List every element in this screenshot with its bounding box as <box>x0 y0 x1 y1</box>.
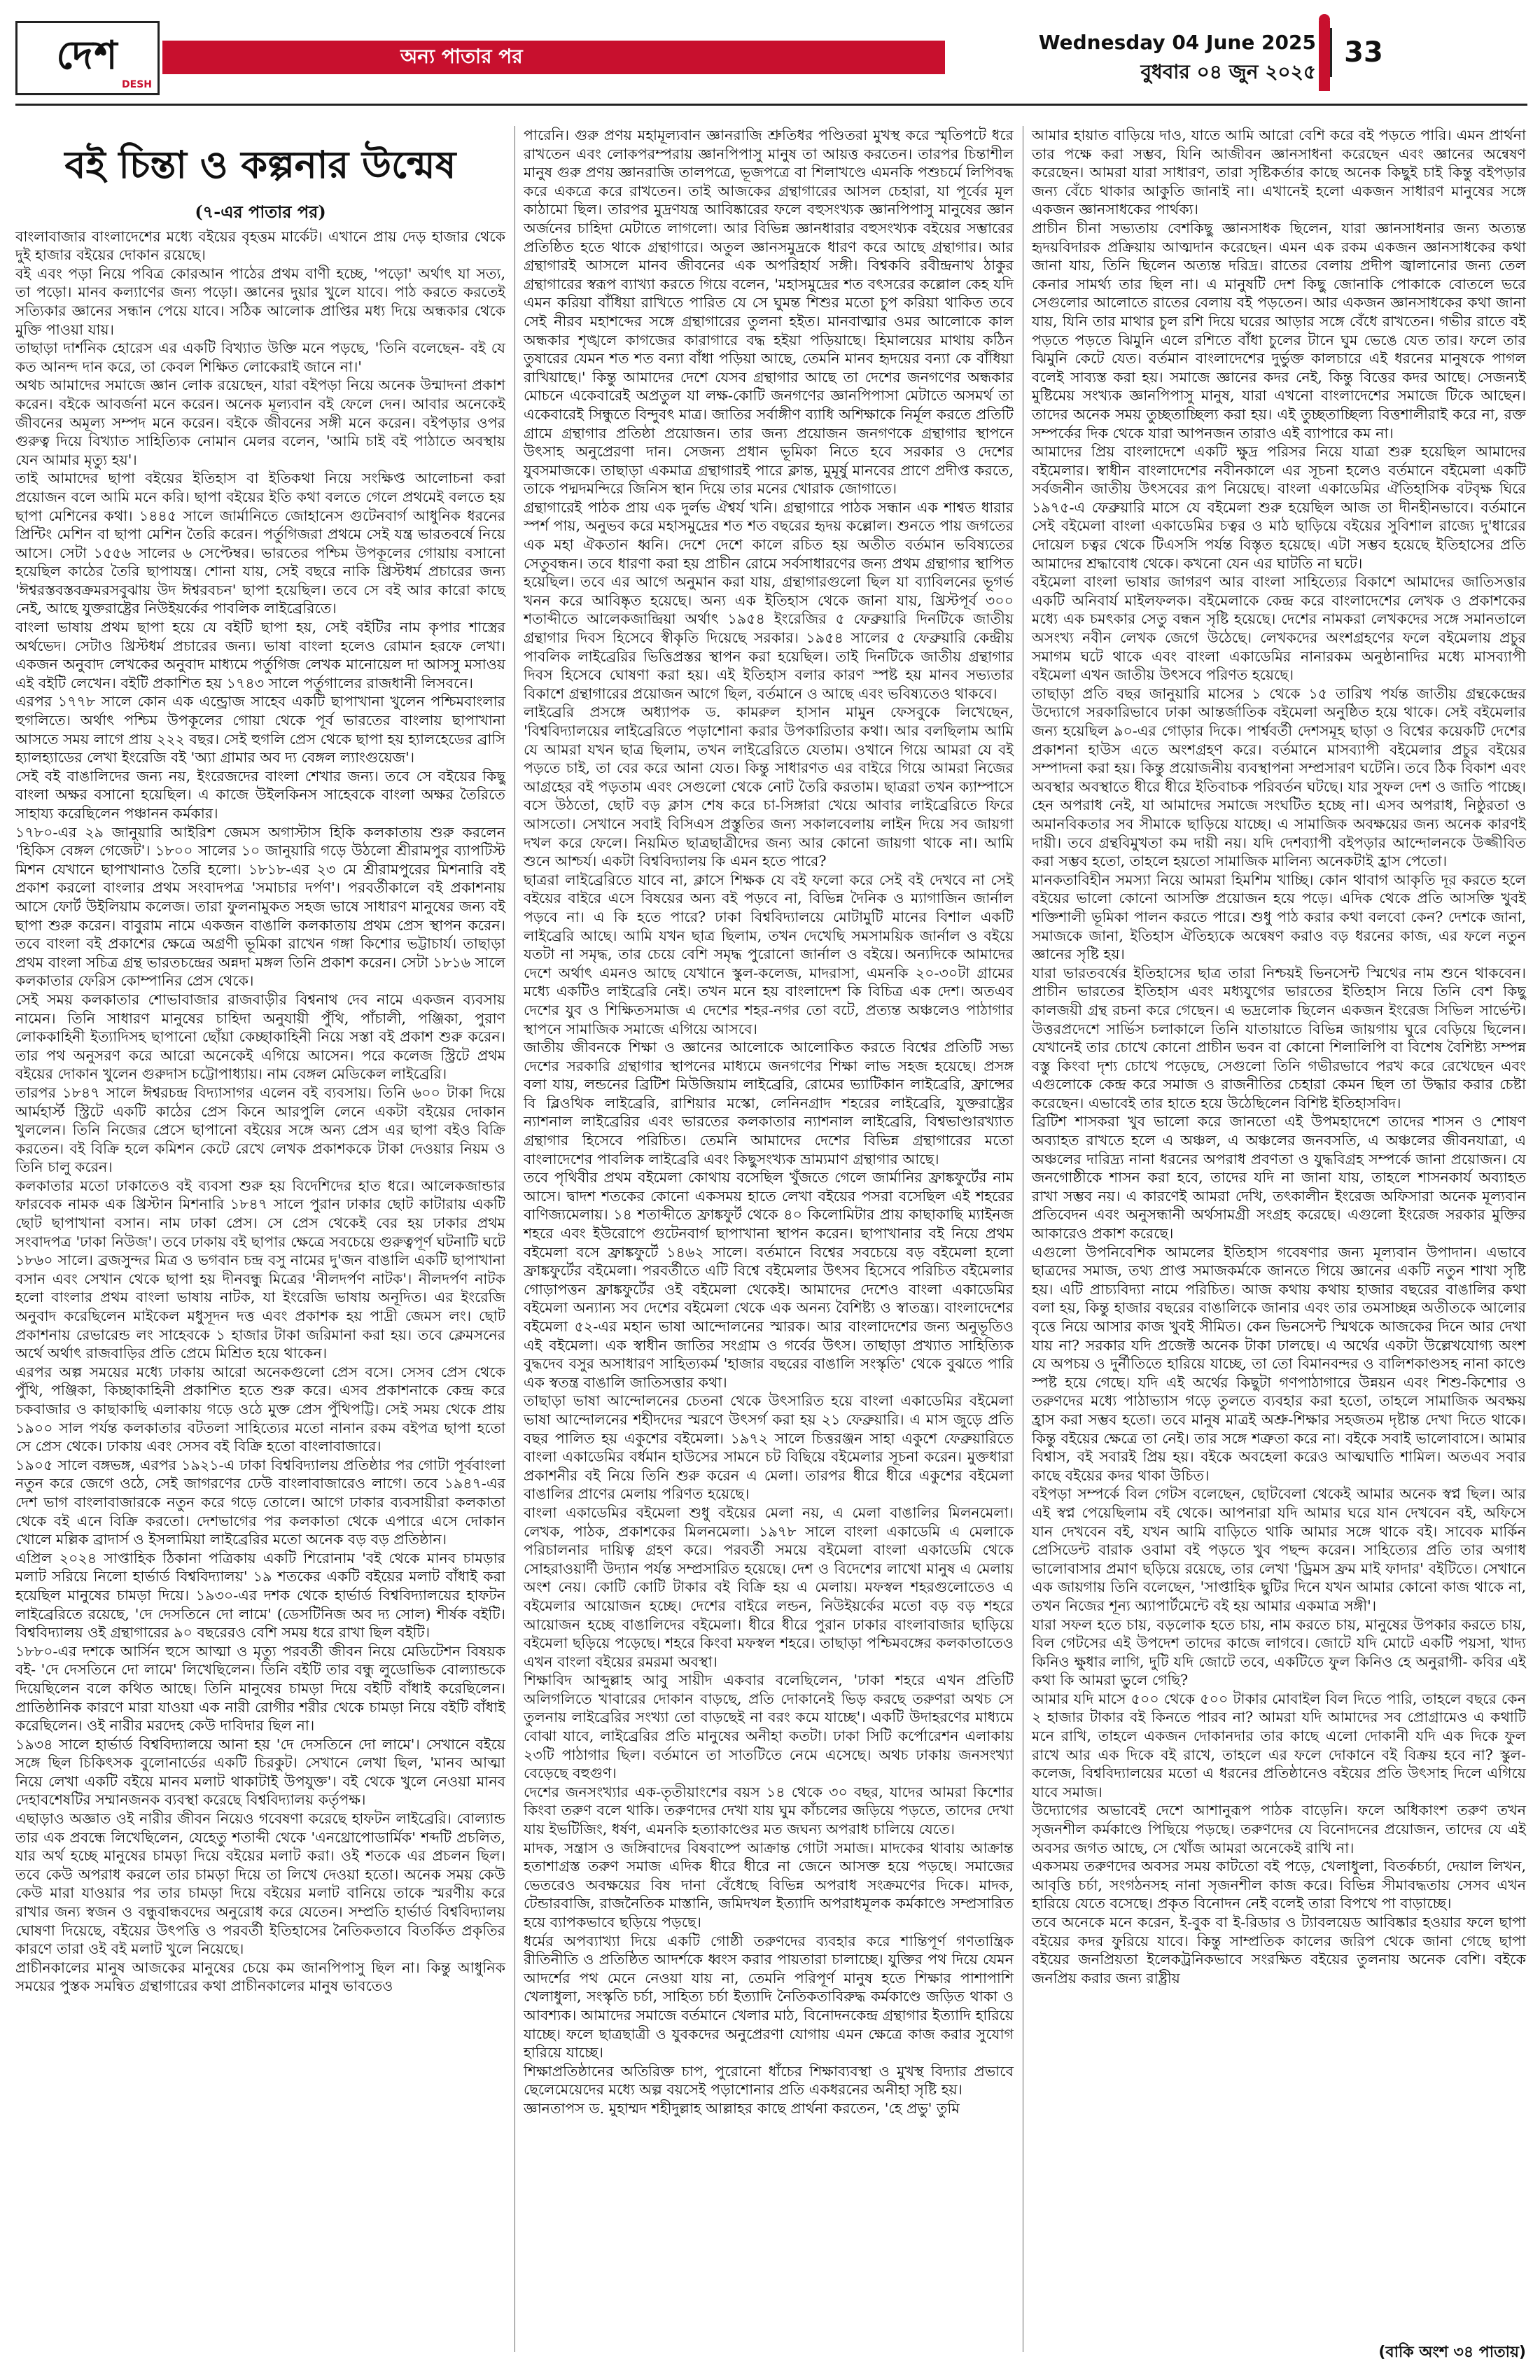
article-paragraph: তবে অনেকে মনে করেন, ই-বুক বা ই-রিডার ও ট্যাবলয়েড আবিষ্কার হওয়ার ফলে ছাপা বইয়ের কদর ফুরিয়ে যাবে। কিন্তু সাম্প্রতিক কালের জরিপ থেকে জানা গেছে ছাপা বইয়ের জনপ্রিয়তা ইলেকট্রনিকভাবে সংরক্ষিত বইয়ের তুলনায় অনেক বেশি। বইকে জনপ্রিয় করার জন্য রাষ্ট্রীয় <box>1032 1914 1526 1987</box>
article-paragraph: বাংলা একাডেমির বইমেলা শুধু বইয়ের মেলা নয়, এ মেলা বাঙালির মিলনমেলা। লেখক, পাঠক, প্রকাশকের মিলনমেলা। ১৯৭৮ সালে বাংলা একাডেমি এ মেলাকে পরিচালনার দায়িত্ব গ্রহণ করে। পরবর্তী সময়ে বইমেলা বাংলা একাডেমি থেকে সোহরাওয়ার্দী উদ্যান পর্যন্ত সম্প্রসারিত হয়েছে। দেশ ও বিদেশের লাখো মানুষ এ মেলায় অংশ নেয়। কোটি কোটি টাকার বই বিক্রি হয় এ মেলায়। মফস্বল শহরগুলোতেও এ বইমেলার আয়োজন হচ্ছে। দেশের বাইরে লন্ডন, নিউইয়র্কের মতো বড় বড় শহরে আয়োজন হচ্ছে বাঙালিদের বইমেলা। ধীরে ধীরে পুরান ঢাকার বাংলাবাজার ছাড়িয়ে বইমেলা ছড়িয়ে পড়েছে। শহরে কিংবা মফস্বল শহরে। তাছাড়া পশ্চিমবঙ্গের কলকাতাতেও এখন বাংলা বইয়ের রমরমা অবস্থা। <box>524 1504 1014 1670</box>
article-paragraph: এগুলো উপনিবেশিক আমলের ইতিহাস গবেষণার জন্য মূল্যবান উপাদান। এভাবে ছাত্রদের সমাজ, তথ্য প্রাপ্ত সমাজকর্মকে জানতে গিয়ে জ্ঞানের একটি নতুন শাখা সৃষ্টি হয়। এটি প্রাচ্যবিদ্যা নামে পরিচিত। আজ কথায় কথায় হাজার বছরের বাঙালির কথা বলা হয়, কিন্তু হাজার বছরের বাঙালিকে জানার এবং তার তমসাচ্ছন্ন অতীতকে আলোর বৃত্তে নিয়ে আসার কাজ খুবই সীমিত। কেন ভিনসেন্ট স্মিথকে আজকের দিনে আর দেখা যায় না? সরকার যদি প্রজেক্ট অনেক টাকা ঢালছে। এ অর্থের একটা উল্লেখযোগ্য অংশ যে অপচয় ও দুর্নীতিতে হারিয়ে যাচ্ছে, তা তো বিমানবন্দর ও বালিশকাণ্ডসহ নানা কাণ্ডে স্পষ্ট হয়ে গেছে। যদি এই অর্থের কিছুটা গণপাঠাগারে উন্নয়ন এবং শিশু-কিশোর ও তরুণদের মধ্যে পাঠাভ্যাস গড়ে তুলতে ব্যবহার করা হতো, তাহলে সামাজিক অবক্ষয় হ্রাস করা সম্ভব হতো। তবে মানুষ মাত্রই অশ্রু-শিক্ষার সহজতম দৃষ্টান্ত দেখা দিতে থাকে। কিন্তু বইয়ের ক্ষেত্রে তা নেই। তার সঙ্গে শত্রুতা করে না। বইকে সবাই ভালোবাসে। আমার বিশ্বাস, বই সবারই প্রিয় হয়। বইকে অবহেলা করেও আত্মঘাতি শামিল। অতএব সবার কাছে বইয়ের কদর থাকা উচিত। <box>1032 1243 1526 1484</box>
article-paragraph: এছাড়াও অজ্ঞাত ওই নারীর জীবন নিয়েও গবেষণা করেছে হাফটন লাইব্রেরি। বোল্যান্ড তার এক প্রবন্ধে লিখেছিলেন, যেহেতু শতাব্দী থেকে 'এনথ্রোপোডার্মিক' শব্দটি প্রচলিত, যার অর্থ হচ্ছে মানুষের চামড়া দিয়ে বইয়ের মলাট করা। ওই শতকে এর প্রচলন ছিল। তবে কেউ অপরাধ করলে তার চামড়া দিয়ে তা লিখে দেওয়া হতো। অনেক সময় কেউ কেউ মারা যাওয়ার পর তার চামড়া দিয়ে বইয়ের মলাট বানিয়ে তাকে স্মরণীয় করে রাখার জন্য স্বজন ও বন্ধুবান্ধবদের অনুরোধ করে যেতেন। সম্প্রতি হার্ভার্ড বিশ্ববিদ্যালয় ঘোষণা দিয়েছে, বইয়ের উৎপত্তি ও পরবর্তী ইতিহাসের নৈতিকতাবে বিতর্কিত প্রকৃতির কারণে তারা ওই বই মলাট খুলে নিয়েছে। <box>15 1810 505 1958</box>
article-paragraph: ১৯৩৪ সালে হার্ভার্ড বিশ্ববিদ্যালয়ে আনা হয় 'দে দেসতিনে দো লামে'। সেখানে বইয়ে সঙ্গে ছিল চিকিৎসক বুলোনার্ডের একটি চিরকুট। সেখানে লেখা ছিল, 'মানব আত্মা নিয়ে লেখা একটি বইয়ে মানব মলাট থাকাটাই উপযুক্ত'। বই থেকে খুলে নেওয়া মানব দেহাবশেষটির সম্মানজনক ব্যবস্থা করেছে বিশ্ববিদ্যালয় কর্তৃপক্ষ। <box>15 1735 505 1809</box>
article-paragraph: প্রাচীনকালের মানুষ আজকের মানুষের চেয়ে কম জানপিপাসু ছিল না। কিন্তু আধুনিক সময়ের পুস্তক সমন্বিত গ্রন্থাগারের কথা প্রাচীনকালের মানুষ ভাবতেও <box>15 1959 505 1995</box>
article-paragraph: জাতীয় জীবনকে শিক্ষা ও জ্ঞানের আলোকে আলোকিত করতে বিশ্বের প্রতিটি সভ্য দেশের সরকারি গ্রন্থাগার স্থাপনের মাধ্যমে জনগণের শিক্ষা লাভ সহজ হয়েছে। প্রসঙ্গ বলা যায়, লন্ডনের ব্রিটিশ মিউজিয়াম লাইব্রেরি, রোমের ভ্যাটিকান লাইব্রেরি, ফ্রান্সের বি ব্লিওথিক লাইব্রেরি, রাশিয়ার মস্কো, লেনিনগ্রাদ শহরের লাইব্রেরি, যুক্তরাষ্ট্রের ন্যাশনাল লাইব্রেরির এবং ভারতের কলকাতার ন্যাশনাল লাইব্রেরি, বিশ্বভাণ্ডারখ্যাত গ্রন্থাগার হিসেবে পরিচিত। তেমনি আমাদের দেশের বিভিন্ন গ্রন্থাগারের মতো বাংলাদেশের পাবলিক লাইব্রেরি এবং কিছুসংখ্যক ভ্রাম্যমাণ গ্রন্থাগার আছে। <box>524 1039 1014 1168</box>
page-header <box>0 0 1540 105</box>
article-paragraph: মানকতাবিহীন সমস্যা নিয়ে আমরা হিমশিম খাচ্ছি। কোন থাবাগ আকৃতি দূর করতে হলে বইয়ের ভালো কোনো আসক্তি প্রয়োজন হয়ে পড়ে। এদিক থেকে প্রতি আসক্তি খুবই শক্তিশালী ভূমিকা পালন করতে পারে। শুধু পাঠ করার কথা বলবো কেন? দেশকে জানা, সমাজকে জানা, ইতিহাস ঐতিহ্যকে অন্বেষণ করাও বড় ধরনের কাজ, এর ফলে নতুন জ্ঞানের সৃষ্টি হয়। <box>1032 871 1526 963</box>
article-paragraph: তাই আমাদের ছাপা বইয়ের ইতিহাস বা ইতিকথা নিয়ে সংক্ষিপ্ত আলোচনা করা প্রয়োজন বলে আমি মনে করি। ছাপা বইয়ের ইতি কথা বলতে গেলে প্রথমেই বলতে হয় ছাপা মেশিনের কথা। ১৪৪৫ সালে জার্মানিতে জোহানেস গুটেনবার্গ আধুনিক ধরনের প্রিন্টিং মেশিন বা ছাপা মেশিন তৈরি করেন। পর্তুগিজরা প্রথমে সেই যন্ত্র ভারতবর্ষে নিয়ে আসে। সেটা ১৫৫৬ সালের ৬ সেপ্টেম্বর। ভারতের পশ্চিম উপকূলের গোয়ায় বসানো হয়েছিল কাঠের তৈরি ছাপাযন্ত্র। শোনা যায়, সেই বছরে নাকি খ্রিস্টধর্ম প্রচারের জন্য 'ঈশ্বরস্তবস্তবক্রমরসবুঝায় উদ ঈশ্বরবচন' ছাপা হয়েছিল। তবে সে বই আর কারো কাছে নেই, আছে যুক্তরাষ্ট্রের নিউইয়র্কের পাবলিক লাইব্রেরিতে। <box>15 470 505 617</box>
article-paragraph: অথচ আমাদের সমাজে জ্ঞান লোক রয়েছেন, যারা বইপড়া নিয়ে অনেক উন্মাদনা প্রকাশ করেন। বইকে আবর্জনা মনে করেন। অনেক মূল্যবান বই ফেলে দেন। আবার অনেকেই জীবনের অমূল্য সম্পদ মনে করেন। বইকে জীবনের সঙ্গী মনে করেন। বইপড়ার ওপর গুরুত্ব দিয়ে বিখ্যাত সাহিত্যিক নোমান মেলর বলেন, 'আমি চাই বই পাঠাতে অবস্থায় যেন আমার মৃত্যু হয়'। <box>15 377 505 468</box>
article-paragraph: ছাত্ররা লাইব্রেরিতে যাবে না, ক্লাসে শিক্ষক যে বই ফলো করে সেই বই দেখবে না সেই বইয়ের বাইরে এসে বিষয়ের অন্য বই পড়বে না, বিভিন্ন দৈনিক ও ম্যাগাজিন জার্নাল পড়বে না। এ কি হতে পারে? ঢাকা বিশ্ববিদ্যালয়ে মোটামুটি মানের বিশাল একটি লাইব্রেরি আছে। আমি যখন ছাত্র ছিলাম, তখন দেখেছি সমসাময়িক জার্নাল ও বইয়ে যতটা না সমৃদ্ধ, তার চেয়ে বেশি সমৃদ্ধ পুরোনো জার্নাল ও বইয়ে। অন্যদিকে আমাদের দেশে অর্থাৎ এমনও আছে যেখানে স্কুল-কলেজ, মাদরাসা, এমনকি ২০-৩০টা গ্রামের মধ্যে একটিও লাইব্রেরি নেই। তখন মনে হয় বাংলাদেশ কি বিচিত্র এক দেশ। অতএব দেশের যুব ও শিক্ষিতসমাজ এ দেশের শহর-নগর তো বটে, প্রত্যন্ত অঞ্চলেও পাঠাগার স্থাপনে সামাজিক সমাজে এগিয়ে আসবে। <box>524 871 1014 1037</box>
article-paragraph: পারেনি। গুরু প্রণয় মহামূল্যবান জ্ঞানরাজি শ্রুতিধর পণ্ডিতরা মুখস্থ করে স্মৃতিপটে ধরে রাখতেন এবং লোকপরম্পরায় জ্ঞানপিপাসু মানুষ তা আয়ত্ত করতেন। তারপর চিন্তাশীল মানুষ গুরু প্রণয় জ্ঞানরাজি তালপত্রে, ভূজপত্রে বা শিলাখণ্ডে এমনকি পশুচর্মে লিপিবদ্ধ করে একত্রে করে রাখতেন। তাই আজকের গ্রন্থাগারের আসল চেহারা, যা পূর্বের মূল কাঠামো ছিল। তারপর মুদ্রণযন্ত্র আবিষ্কারের ফলে বহুসংখ্যক জ্ঞানপিপাসু মানুষের জ্ঞান অর্জনের চাহিদা মেটাতে লাগলো। আর বিভিন্ন জ্ঞানধারার বহুসংখ্যক বইয়ের সম্ভারের প্রতিষ্ঠিত হতে থাকে গ্রন্থাগারে। অতুল জ্ঞানসমুদ্রকে ধারণ করে আছে গ্রন্থাগার। আর গ্রন্থাগারই আসলে মানব জীবনের এক অপরিহার্য সঙ্গী। বিশ্বকবি রবীন্দ্রনাথ ঠাকুর গ্রন্থাগারের স্বরূপ ব্যাখ্যা করতে গিয়ে বলেন, 'মহাসমুদ্রের শত বৎসরের কল্লোল কেহ যদি এমন করিয়া বাঁধিয়া রাখিতে পারিত যে সে ঘুমন্ত শিশুর মতো চুপ করিয়া থাকিত তবে সেই নীরব মহাশব্দের সঙ্গে গ্রন্থাগারের তুলনা হইত। মানবাত্মার ওমর আলোকে কাল অন্ধকার শৃঙ্খলে কাগজের কারাগারে বদ্ধ হইয়া পড়িয়াছে। হিমালয়ের মাথায় কঠিন তুষারের যেমন শত শত বন্যা বাঁধা পড়িয়া আছে, তেমনি মানব হৃদয়ের বন্যা কে বাঁধিয়া রাখিয়াছে।' কিন্তু আমাদের দেশে যেসব গ্রন্থাগার আছে তা দেশের জনগণের অন্ধকার মোচনে একেবারেই অপ্রতুল যা লক্ষ-কোটি জনগণের জ্ঞানপিপাসা মেটাতে অসমর্থ তা একেবারেই সিন্ধুতে বিন্দুবৎ মাত্র। জাতির সর্বাঙ্গীণ ব্যাধি অশিক্ষাকে নির্মূল করতে প্রতিটি গ্রামে গ্রন্থাগার প্রতিষ্ঠা প্রয়োজন। তার জন্য প্রয়োজন জনগণকে গ্রন্থাগার স্থাপনে উৎসাহ অনুপ্রেরণা দান। সেজন্য প্রধান ভূমিকা নিতে হবে সরকার ও দেশের যুবসমাজকে। তাছাড়া একমাত্র গ্রন্থাগারই পারে ক্লান্ত, মুমূর্ষু মানবের প্রাণে প্রদীপ্ত করতে, তাকে পদ্মদমন্দিরে জিনিস স্থান দিয়ে তার মনের খোরাক জোগাতে। <box>524 127 1014 498</box>
logo-sub: DESH <box>122 79 152 90</box>
page-number: 33 <box>1330 28 1395 77</box>
article-paragraph: বাংলা ভাষায় প্রথম ছাপা হয়ে যে বইটি ছাপা হয়, সেই বইটির নাম কৃপার শাস্ত্রের অর্থভেদ। সেটাও খ্রিস্টধর্ম প্রচারের জন্য। ভাষা বাংলা হলেও রোমান হরফে লেখা। একজন অনুবাদ লেখকের অনুবাদ মাধ্যমে পর্তুগিজ লেখক মানোয়েল দা আসসু মসাওয় এই বইটি লেখেন। বইটি প্রকাশিত হয় ১৭৪৩ সালে পর্তুগালের রাজধানী লিসবনে। <box>15 619 505 692</box>
article-paragraph: বাংলাবাজার বাংলাদেশের মধ্যে বইয়ের বৃহত্তম মার্কেট। এখানে প্রায় দেড় হাজার থেকে দুই হাজার বইয়ের দোকান রয়েছে। <box>15 227 505 264</box>
article-paragraph: তাছাড়া দার্শনিক হোরেস এর একটি বিখ্যাত উক্তি মনে পড়ছে, 'তিনি বলেছেন- বই যে কত আনন্দ দান করে, তা কেবল শিক্ষিত লোকেরাই জানে না।' <box>15 340 505 375</box>
column-divider <box>514 126 515 2352</box>
article-paragraph: লাইব্রেরি প্রসঙ্গে অধ্যাপক ড. কামরুল হাসান মামুন ফেসবুকে লিখেছেন, 'বিশ্ববিদ্যালয়ের লাইব্রেরিতে পড়াশোনা করার উপকারিতার কথা। আর বলছিলাম আমি যে আমরা যখন ছাত্র ছিলাম, তখন লাইব্রেরিতে যেতাম। ওখানে গিয়ে আমরা যে বই পড়তে চাই, তা বের করে আনা যেত। কিন্তু সাধারণত এর বাইরে গিয়ে আমরা নিজের আগ্রহের বই পড়তাম এবং সেগুলো থেকে নোট তৈরি করতাম। ছাত্ররা তখন ক্যাম্পাসে বসে উঠতো, ছোট বড় ক্লাস শেষ করে চা-সিঙ্গারা খেয়ে আবার লাইব্রেরিতে ফিরে আসতো। সেখানে সবাই বিসিএস প্রস্তুতির জন্য সকালবেলায় লাইন দিয়ে সব জায়গা দখল করে ফেলে। নিয়মিত ছাত্রছাত্রীদের জন্য আর কোনো জায়গা থাকে না। আমি শুনে আশ্চর্য। একটা বিশ্ববিদ্যালয় কি এমন হতে পারে? <box>524 704 1014 870</box>
article-paragraph: এপ্রিল ২০২৪ সাপ্তাহিক ঠিকানা পত্রিকায় একটি শিরোনাম 'বই থেকে মানব চামড়ার মলাট সরিয়ে নিলো হার্ভার্ড বিশ্ববিদ্যালয়' ১৯ শতকের একটি বইয়ের মলাট বাঁধাই করা হয়েছিল মানুষের চামড়া দিয়ে। ১৯৩০-এর দশক থেকে হার্ভার্ড বিশ্ববিদ্যালয়ের হাফটন লাইব্রেরিতে রয়েছে, 'দে দেসতিনে দো লামে' (ডেসটিনিজ অব দ্য সোল) শীর্ষক বইটি। বিশ্ববিদ্যালয় ওই গ্রন্থাগারের ৯০ বছরেরও বেশি সময় ধরে রাখা ছিল বইটি। <box>15 1549 505 1642</box>
article-paragraph: তাছাড়া ভাষা আন্দোলনের চেতনা থেকে উৎসারিত হয়ে বাংলা একাডেমির বইমেলা ভাষা আন্দোলনের শহীদদের স্মরণে উৎসর্গ করা হয় ২১ ফেব্রুয়ারি। এ মাস জুড়ে প্রতি বছর পালিত হয় একুশের বইমেলা। ১৯৭২ সালে চিত্তরঞ্জন সাহা একুশে ফেব্রুয়ারিতে বাংলা একাডেমির বর্ধমান হাউসের সামনে চট বিছিয়ে বইমেলার সূচনা করেন। মুক্তধারা প্রকাশনীর বই নিয়ে তিনি শুরু করেন এ মেলা। তারপর ধীরে ধীরে একুশের বইমেলা বাঙালির প্রাণের মেলায় পরিণত হয়েছে। <box>524 1392 1014 1503</box>
article-paragraph: গ্রন্থাগারেই পাঠক প্রায় এক দুর্লভ ঐশ্বর্য খনি। গ্রন্থাগারে পাঠক সন্ধান এক শাশ্বত ধারার স্পর্শ পায়, অনুভব করে মহাসমুদ্রের শত শত বছরের হৃদয় কল্লোল। শুনতে পায় জগতের এক মহা ঐকতান ধ্বনি। দেশে দেশে কালে রচিত হয় অতীত বর্তমান ভবিষ্যতের সেতুবন্ধন। তবে ধারণা করা হয় প্রাচীন রোমে সর্বসাধারণের জন্য প্রথম গ্রন্থাগার স্থাপিত হয়েছিল। তবে এর আগে অনুমান করা যায়, গ্রন্থাগারগুলো ছিল যা ব্যাবিলনের ভূগর্ভ খনন করে আবিষ্কৃত হয়েছে। অন্য এক ইতিহাস থেকে জানা যায়, খ্রিস্টপূর্ব ৩০০ শতাব্দীতে আলেকজান্দ্রিয়া অর্থাৎ ১৯৫৪ ইংরেজির ৫ ফেব্রুয়ারি দিনটিকে জাতীয় গ্রন্থাগার দিবস হিসেবে স্বীকৃতি দিয়েছে সরকার। ১৯৫৪ সালের ৫ ফেব্রুয়ারি কেন্দ্রীয় পাবলিক লাইব্রেরির ভিত্তিপ্রস্তর স্থাপন করা হয়েছিল। তাই দিনটিকে জাতীয় গ্রন্থাগার দিবস হিসেবে ঘোষণা করা হয়। এই ইতিহাস বলার কারণ স্পষ্ট হয় মানব সভ্যতার বিকাশে গ্রন্থাগারের প্রয়োজন আগে ছিল, বর্তমানে ও আছে এবং ভবিষ্যতেও থাকবে। <box>524 498 1014 702</box>
article-continuation: (৭-এর পাতার পর) <box>195 202 326 222</box>
article-paragraph: তারপর ১৮৪৭ সালে ঈশ্বরচন্দ্র বিদ্যাসাগর এলেন বই ব্যবসায়। তিনি ৬০০ টাকা দিয়ে আর্মহার্স্ট স্ট্রিটে একটি কাঠের প্রেস কিনে আরপুলি লেনে একটা বইয়ের দোকান খুললেন। তিনি নিজের প্রেসে ছাপানো বইয়ের সঙ্গে অন্য প্রেস এর ছাপা বইও বিক্রি করতেন। বই বিক্রি হলে কমিশন কেটে রেখে লেখক প্রকাশককে টাকা দেওয়ার নিয়ম ও তিনি চালু করেন। <box>15 1084 505 1176</box>
article-paragraph: সেই সময় কলকাতার শোভাবাজার রাজবাড়ীর বিশ্বনাথ দেব নামে একজন ব্যবসায় নামেন। তিনি সাধারণ মানুষের চাহিদা অনুযায়ী পুঁথি, পাঁচালী, পঞ্জিকা, পুরাণ লোককাহিনী ইত্যাদিসহ ছাপানো ছোঁয়া কেচ্ছাকাহিনী নিয়ে সস্তা বই প্রকাশ শুরু করেন। তার পথ অনুসরণ করে আরো অনেকেই এগিয়ে আসেন। পরে কলেজ স্ট্রিটে প্রথম বইয়ের দোকান খুলেন গুরুদাস চট্টোপাধ্যায়। নাম বেঙ্গল মেডিকেল লাইব্রেরি। <box>15 990 505 1083</box>
article-paragraph: কলকাতার মতো ঢাকাতেও বই ব্যবসা শুরু হয় বিদেশিদের হাত ধরে। আলেকজান্ডার ফারবেক নামক এক খ্রিস্টান মিশনারি ১৮৪৭ সালে পুরান ঢাকার ছোট কাটারায় একটি ছোট ছাপাখানা বসান। নাম ঢাকা প্রেস। সে প্রেস থেকেই বের হয় ঢাকার প্রথম সংবাদপত্র 'ঢাকা নিউজ'। তবে ঢাকায় বই ছাপার ক্ষেত্রে সবচেয়ে গুরুত্বপূর্ণ ঘটনাটি ঘটে ১৮৬০ সালে। ব্রজসুন্দর মিত্র ও ভগবান চন্দ্র বসু নামের দু'জন বাঙালি একটি ছাপাখানা বসান এবং সেখান থেকে ছাপা হয় দীনবন্ধু মিত্রের 'নীলদর্পণ নাটক'। নীলদর্পণ নাটক হলো বাংলার প্রথম বাংলা ভাষায় নাটক, যা ইংরেজি ভাষায় অনূদিত। এর ইংরেজি অনুবাদ করেছিলেন মাইকেল মধুসূদন দত্ত এবং প্রকাশক হয় পাদ্রী জেমস লং। ছোট প্রকাশনায় রেভারেন্ড লং সাহেবকে ১ হাজার টাকা জরিমানা করা হয়। তবে ক্লেমসনের অর্থে অর্থাৎ রাজবাড়ির প্রতি প্রেমে মিশ্রিত হয়ে থাকেন। <box>15 1177 505 1362</box>
logo-text: দেশ <box>56 33 119 78</box>
article-paragraph: জ্ঞানতাপস ড. মুহাম্মদ শহীদুল্লাহ আল্লাহর কাছে প্রার্থনা করতেন, 'হে প্রভু' তুমি <box>524 2099 960 2117</box>
article-paragraph: আমার হায়াত বাড়িয়ে দাও, যাতে আমি আরো বেশি করে বই পড়তে পারি। এমন প্রার্থনা তার পক্ষে করা সম্ভব, যিনি আজীবন জ্ঞানসাধনা করেছেন এবং জ্ঞানের অন্বেষণ করেছেন। আমরা যারা সাধারণ, তারা সৃষ্টিকর্তার কাছে অনেক কিছুই চাই কিন্তু বইপড়ার জন্য বেঁচে থাকার আকুতি জানাই না। এখানেই হলো একজন সাধারণ মানুষের সঙ্গে একজন জ্ঞানসাধকের পার্থক্য। <box>1032 127 1526 218</box>
article-paragraph: আমার যদি মাসে ৫০০ থেকে ৫০০ টাকার মোবাইল বিল দিতে পারি, তাহলে বছরে কেন ২ হাজার টাকার বই কিনতে পারব না? আমরা যদি আমাদের সব প্রোগ্রামেও এ কথাটি মনে রাখি, তাহলে একজন দোকানদার তার কাছে এলো দোকানী যদি এক দিকে ফুল রাখে আর এক দিকে বই রাখে, তাহলে এর ফলে দোকানে বই বিক্রয় হবে না? স্কুল-কলেজ, বিশ্ববিদ্যালয়ের মতো এ ধরনের প্রতিষ্ঠানেও বইয়ের প্রতি উৎসাহ দিলে এগিয়ে যাবে সমাজ। <box>1032 1690 1526 1800</box>
article-paragraph: তবে পৃথিবীর প্রথম বইমেলা কোথায় বসেছিল খুঁজতে গেলে জার্মানির ফ্রাঙ্কফুর্টের নাম আসে। দ্বাদশ শতকের কোনো একসময় হাতে লেখা বইয়ের পসরা বসেছিল এই শহরের বাণিজ্যমেলায়। ১৪ শতাব্দীতে ফ্রাঙ্কফুর্ট থেকে ৪০ কিলোমিটার প্রায় কাছাকাছি ম্যাইনজ শহরে এবং ইউরোপে গুটেনবার্গ ছাপাখানা স্থাপন করেন। ছাপাখানার বই নিয়ে প্রথম বইমেলা বসে ফ্রাঙ্কফুর্টে ১৪৬২ সালে। বর্তমানে বিশ্বের সবচেয়ে বড় বইমেলা হলো ফ্রাঙ্কফুর্টের বইমেলা। পরবর্তীতে এটি বিশ্বে বইমেলার উৎসব হিসেবে পরিচিত বইমেলার গোড়াপত্তন ফ্রাঙ্কফুর্টের ওই বইমেলা থেকেই। আমাদের দেশেও বাংলা একাডেমির বইমেলা অন্যান্য সব দেশের বইমেলা থেকে এক অনন্য বৈশিষ্ট্য ও স্বাতন্ত্র্য। বাংলাদেশের বইমেলা ৫২-এর মহান ভাষা আন্দোলনের স্মারক। আর বাংলাদেশের জন্য অনুভূতিও এই বইমেলা। এক স্বাধীন জাতির সংগ্রাম ও গর্বের উৎস। তাছাড়া প্রখ্যাত সাহিত্যিক বুদ্ধদেব বসুর অসাধারণ সাহিত্যকর্ম 'হাজার বছরের বাঙালি সংস্কৃতি' থেকে বুঝতে পারি এক স্বতন্ত্র বাঙালি জাতিসত্তার কথা। <box>524 1169 1014 1391</box>
article-paragraph: ১৮৮০-এর দশকে আর্সিন হুসে আত্মা ও মৃত্যু পরবর্তী জীবন নিয়ে মেডিটেশন বিষয়ক বই- 'দে দেসতিনে দো লামে' লিখেছিলেন। তিনি বইটি তার বন্ধু লুডোভিক বোল্যান্ডকে দিয়েছিলেন বলে কথিত আছে। তিনি মানুষের চামড়া দিয়ে বইটি বাঁধাই করেছিলেন। প্রাতিষ্ঠানিক কারণে মারা যাওয়া এক নারী রোগীর শরীর থেকে চামড়া নিয়ে বইটি বাঁধাই করেছিলেন। ওই নারীর মরদেহ কেউ দাবিদার ছিল না। <box>15 1642 505 1735</box>
article-paragraph: ব্রিটিশ শাসকরা খুব ভালো করে জানতো এই উপমহাদেশে তাদের শাসন ও শোষণ অব্যাহত রাখতে হলে এ অঞ্চল, এ অঞ্চলের জনবসতি, এ অঞ্চলের জীবনযাত্রা, এ অঞ্চলের দারিদ্র্য নানা ধরনের অপরাধ প্রবণতা ও যুদ্ধবিগ্রহ সম্পর্কে জানা প্রয়োজন। যে জনগোষ্ঠীকে শাসন করা হবে, তাদের যদি না জানা যায়, তাহলে শাসনকার্য অব্যাহত রাখা সম্ভব নয়। এ কারণেই আমরা দেখি, তৎকালীন ইংরেজ অফিসারা অনেক মূল্যবান প্রতিবেদন এবং অনুসন্ধানী অর্থসামগ্রী সংগ্রহ করেছে। এগুলো ইংরেজ সরকার মুক্তির আকারেও প্রকাশ করেছে। <box>1032 1113 1526 1242</box>
article-paragraph: যারা সফল হতে চায়, বড়লোক হতে চায়, নাম করতে চায়, মানুষের উপকার করতে চায়, বিল গেটসের এই উপদেশ তাদের কাজে লাগবে। জোটে যদি মোটে একটি পয়সা, খাদ্য কিনিও ক্ষুধার লাগি, দুটি যদি জোটে তবে, একটিতে ফুল কিনিও হে অনুরাগী- কবির এই কথা কি আমরা ভুলে গেছি? <box>1032 1616 1526 1689</box>
section-label: অন্য পাতার পর <box>400 44 523 68</box>
continued-note: (বাকি অংশ ৩৪ পাতায়) <box>1378 2344 1526 2361</box>
article-paragraph: শিক্ষাবিদ আব্দুল্লাহ আবু সায়ীদ একবার বলেছিলেন, 'ঢাকা শহরে এখন প্রতিটি অলিগলিতে খাবারের দোকান বাড়ছে, প্রতি দোকানেই ভিড় করছে তরুণরা অথচ সে তুলনায় লাইব্রেরির সংখ্যা তো বাড়ছেই না বরং কমে যাচ্ছে'। একটি উদাহরণের মাধ্যমে বোঝা যাবে, লাইব্রেরির প্রতি মানুষের অনীহা কতটা। ঢাকা সিটি কর্পোরেশন এলাকায় ২৩টি পাঠাগার ছিল। বর্তমানে তা সাতটিতে নেমে এসেছে। অথচ ঢাকায় জনসংখ্যা বেড়েছে বহুগুণ। <box>524 1672 1014 1782</box>
article-paragraph: বইমেলা বাংলা ভাষার জাগরণ আর বাংলা সাহিত্যের বিকাশে আমাদের জাতিসত্তার একটি অনিবার্য মাইলফলক। বইমেলাকে কেন্দ্র করে বাংলাদেশের লেখক ও প্রকাশকের মধ্যে এক চমৎকার সেতু বন্ধন সৃষ্টি হয়েছে। দেশের নামকরা লেখকদের সঙ্গে সমানতালে অসংখ্য নবীন লেখক জেগে উঠেছে। লেখকদের অংশগ্রহণের ফলে বইমেলায় প্রচুর সমাগম ঘটে থাকে এবং বাংলা একাডেমির নানারকম অনুষ্ঠানাদির মধ্যে মাসব্যাপী বইমেলা এখন জাতীয় উৎসবে পরিণত হয়েছে। <box>1032 573 1526 684</box>
article-paragraph: এরপর অল্প সময়ের মধ্যে ঢাকায় আরো অনেকগুলো প্রেস বসে। সেসব প্রেস থেকে পুঁথি, পঞ্জিকা, কিচ্ছাকাহিনী প্রকাশিত হতে শুরু করে। এসব প্রকাশনাকে কেন্দ্র করে চকবাজার ও কাছাকাছি এলাকায় গড়ে ওঠে মুক্ত প্রেস পুঁথিপট্টি। সেই সময় থেকে প্রায় ১৯০০ সাল পর্যন্ত কলকাতার বটতলা সাহিত্যের মতো নানান রকম বইপত্র ছাপা হতো সে প্রেস থেকে। ঢাকায় এবং সেসব বই বিক্রি হতো বাংলাবাজারে। <box>15 1363 505 1455</box>
article-column-3 <box>1032 126 1526 1987</box>
article-title: বই চিন্তা ও কল্পনার উন্মেষ <box>64 143 456 187</box>
article-paragraph: সেই বই বাঙালিদের জন্য নয়, ইংরেজদের বাংলা শেখার জন্য। তবে সে বইয়ের কিছু বাংলা অক্ষর বসানো হয়েছিল। এ কাজে উইলকিনস সাহেবকে বাংলা অক্ষর তৈরিতে সাহায্য করেছিলেন পঞ্চানন কর্মকার। <box>15 767 505 822</box>
article-paragraph: প্রাচীন চীনা সভ্যতায় বেশকিছু জ্ঞানসাধক ছিলেন, যারা জ্ঞানসাধনার জন্য অত্যন্ত হৃদয়বিদারক প্রক্রিয়ায় আত্মদান করেছেন। এমন এক রকম একজন জ্ঞানসাধকের কথা জানা যায়, তিনি ছিলেন অত্যন্ত দরিদ্র। রাতের বেলায় প্রদীপ জ্বালানোর জন্য তেল কেনার সামর্থ্য তার ছিল না। এ মানুষটি দেশ কিছু জোনাকি পোকাকে বোতলে ভরে সেগুলোর আলোতে রাতের বেলায় বই পড়তেন। আর একজন জ্ঞানসাধকের কথা জানা যায়, যিনি তার মাথার চুল রশি দিয়ে ঘরের আড়ার সঙ্গে বেঁধে রাখতেন। গভীর রাতে বই পড়তে পড়তে ঝিমুনি এলে রশিতে বাঁধা চুলের টানে ঘুম ভেঙে যেত তার। ফলে তার ঝিমুনি কেটে যেত। বর্তমান বাংলাদেশের দুর্ভুক্ত কালচারে এই ধরনের মানুষকে পাগল বলেই সাব্যস্ত করা হয়। সমাজে জ্ঞানের কদর নেই, কিন্তু বিত্তের কদর আছে। সেজন্যই মুষ্টিমেয় সংখ্যক জ্ঞানপিপাসু মানুষ, যারা এখনো বাংলাদেশের সমাজে টিকে আছেন। তাদের অনেক সময় তুচ্ছতাচ্ছিল্য করা হয়। এই তুচ্ছতাচ্ছিল্য বিত্তশালীরাই করে না, রক্ত সম্পর্কের দিক থেকে যারা আপনজন তারাও এই ব্যাপারে কম না। <box>1032 219 1527 442</box>
article-paragraph: আমাদের প্রিয় বাংলাদেশে একটি ক্ষুদ্র পরিসর নিয়ে যাত্রা শুরু হয়েছিল আমাদের বইমেলার। স্বাধীন বাংলাদেশের নবীনকালে এর সূচনা হলেও বর্তমানে বইমেলা একটি সর্বজনীন জাতীয় উৎসবের রূপ নিয়েছে। বাংলা একাডেমির ঐতিহাসিক বটবৃক্ষ ঘিরে ১৯৭৫-এ ফেব্রুয়ারি মাসে যে বইমেলা শুরু হয়েছিল আজ তা দীনহীনভাবে। বর্তমানে সেই বইমেলা বাংলা একাডেমির চত্বর ও মাঠ ছাড়িয়ে বইয়ের সুবিশাল রাজ্যে দু'ধারের দোয়েল চত্বর থেকে টিএসসি পর্যন্ত বিস্তৃত হয়েছে। এটা সম্ভব হয়েছে ইতিহাসের প্রতি আমাদের শ্রদ্ধাবোধ থেকে। কখনো যেন এর ঘাটতি না ঘটে। <box>1032 443 1526 572</box>
article-paragraph: বইপড়া সম্পর্কে বিল গেটস বলেছেন, ছোটবেলা থেকেই আমার অনেক স্বপ্ন ছিল। আর এই স্বপ্ন পেয়েছিলাম বই থেকে। আপনারা যদি আমার ঘরে যান দেখবেন বই, অফিসে যান দেখবেন বই, যখন আমি বাড়িতে থাকি আমার সঙ্গে থাকে বই। সাবেক মার্কিন প্রেসিডেন্ট বারাক ওবামা বই পড়তে খুব পছন্দ করেন। সাহিত্যের প্রতি তার অগাধ ভালোবাসার প্রমাণ ছড়িয়ে রয়েছে, তার লেখা 'ড্রিমস ফ্রম মাই ফাদার' বইটিতে। সেখানে এক জায়গায় তিনি বলেছেন, 'সাপ্তাহিক ছুটির দিনে যখন আমার কোনো কাজ থাকে না, তখন নিজের শূন্য অ্যাপার্টমেন্টে বই হয় আমার একমাত্র সঙ্গী'। <box>1032 1485 1526 1614</box>
article-paragraph: এরপর ১৭৭৮ সালে কোন এক এন্ড্রোজ সাহেব একটি ছাপাখানা খুলেন পশ্চিমবাংলার হুগলিতে। অর্থাৎ পশ্চিম উপকূলের গোয়া থেকে পূর্ব ভারতের বাংলায় ছাপাখানা আসতে সময় লাগে প্রায় ২২২ বছর। সেই হুগলি প্রেস থেকে ছাপা হয় হ্যালহেডের ব্রাসি হ্যালহ্যাডের লেখা ইংরেজি বই 'অ্যা গ্রামার অব দ্য বেঙ্গল ল্যাংগুয়েজ'। <box>15 693 505 766</box>
article-column-2 <box>524 126 1014 2118</box>
article-paragraph: একসময় তরুণদের অবসর সময় কাটতো বই পড়ে, খেলাধুলা, বিতর্কচর্চা, দেয়াল লিখন, আবৃত্তি চর্চা, সংগঠনসহ নানা সৃজনশীল কাজ করে। বিভিন্ন সীমাবদ্ধতায় সেসব এখন হারিয়ে যেতে বসেছে। প্রকৃত বিনোদন নেই বলেই তারা বিপথে পা বাড়াচ্ছে। <box>1032 1858 1526 1912</box>
newspaper-logo <box>15 21 160 95</box>
article-paragraph: ১৭৮০-এর ২৯ জানুয়ারি আইরিশ জেমস অগাস্টাস হিকি কলকাতায় শুরু করলেন 'হিকিস বেঙ্গল গেজেট'। ১৮০০ সালের ১০ জানুয়ারি গড়ে উঠলো শ্রীরামপুর ব্যাপটিস্ট মিশন যেখানে ছাপাখানাও তৈরি হলো। ১৮১৮-এর ২৩ মে শ্রীরামপুরের মিশনারি বই প্রকাশ করলো বাংলার প্রথম সংবাদপত্র 'সমাচার দর্পণ'। পরবর্তীকালে বই প্রকাশনায় আসে ফোর্ট উইলিয়াম কলেজ। তারা ফুলনামুকত সহজ ভাষে সাধারণ মানুষের জন্য বই ছাপা শুরু করেন। বাবুরাম নামে একজন বাঙালি কলকাতায় প্রথম প্রেস স্থাপন করেন। তবে বাংলা বই প্রকাশের ক্ষেত্রে অগ্রণী ভূমিকা রাখেন গঙ্গা কিশোর ভট্টাচার্য। তাছাড়া প্রথম বাংলা সচিত্র গ্রন্থ ভারতচন্দ্রের অন্নদা মঙ্গল তিনি প্রকাশ করেন। সেটা ১৮১৬ সালে কলকাতার ফেরিস কোম্পানির প্রেস থেকে। <box>15 823 505 990</box>
article-paragraph: মাদক, সন্ত্রাস ও জঙ্গিবাদের বিষবাষ্পে আক্রান্ত গোটা সমাজ। মাদকের থাবায় আক্রান্ত হতাশাগ্রস্ত তরুণ সমাজ এদিক ধীরে ধীরে না জেনে আসক্ত হয়ে পড়ছে। সমাজের ভেতরেও অবক্ষয়ের বিষ দানা বেঁধেছে বিভিন্ন অপরাধ সংক্রমণের দিকে। মাদক, টেন্ডারবাজি, রাজনৈতিক মাস্তানি, জমিদখল ইত্যাদি অপরাধমূলক কর্মকাণ্ডে সম্প্রসারিত হয়ে ব্যাপকভাবে ছড়িয়ে পড়ছে। <box>524 1839 1014 1931</box>
article-paragraph: দেশের জনসংখ্যার এক-তৃতীয়াংশের বয়স ১৪ থেকে ৩০ বছর, যাদের আমরা কিশোর কিংবা তরুণ বলে থাকি। তরুণদের দেখা যায় ঘুম কাঁচলের জড়িয়ে পড়তে, তাদের দেখা যায় ইভটিজিং, ধর্ষণ, এমনকি হত্যাকাণ্ডের মত জঘন্য অপরাধ চালিয়ে যেতে। <box>524 1783 1014 1838</box>
date-english: Wednesday 04 June 2025 <box>1038 31 1316 54</box>
article-paragraph: শিক্ষাপ্রতিষ্ঠানের অতিরিক্ত চাপ, পুরোনো ধাঁচের শিক্ষাব্যবস্থা ও মুখস্থ বিদ্যার প্রভাবে ছেলেমেয়েদের মধ্যে অল্প বয়সেই পড়াশোনার প্রতি একধরনের অনীহা সৃষ্টি হয়। <box>524 2062 1014 2099</box>
article-paragraph: ধর্মের অপব্যাখ্যা দিয়ে একটি গোষ্ঠী তরুণদের ব্যবহার করে শান্তিপূর্ণ গণতান্ত্রিক রীতিনীতি ও প্রতিষ্ঠিত আদর্শকে ধ্বংস করার পায়তারা চালাচ্ছে। যুক্তির পথ দিয়ে যেমন আদর্শের পথ মেনে নেওয়া যায় না, তেমনি পরিপূর্ণ মানুষ হতে শিক্ষার পাশাপাশি খেলাধুলা, সংস্কৃতি চর্চা, সাহিত্য চর্চা ইত্যাদি নৈতিকতাবিরুদ্ধ কর্মকাণ্ডে জড়িত থাকা ও আবশ্যক। আমাদের সমাজে বর্তমানে খেলার মাঠ, বিনোদনকেন্দ্র গ্রন্থাগার ইত্যাদি হারিয়ে যাচ্ছে। ফলে ছাত্রছাত্রী ও যুবকদের অনুপ্রেরণা যোগায় এমন ক্ষেত্রে কাজ করার সুযোগ হারিয়ে যাচ্ছে। <box>524 1932 1014 2062</box>
date-bengali: বুধবার ০৪ জুন ২০২৫ <box>1140 60 1316 83</box>
article-paragraph: যারা ভারতবর্ষের ইতিহাসের ছাত্র তারা নিশ্চয়ই ভিনসেন্ট স্মিথের নাম শুনে থাকবেন। প্রাচীন ভারতের ইতিহাস এবং মধ্যযুগের ভারতের ইতিহাস নিয়ে তিনি বেশ কিছু কালজয়ী গ্রন্থ রচনা করে গেছেন। এ ভদ্রলোক ছিলেন একজন ইংরেজ সিভিল সার্ভেন্ট। উত্তরপ্রদেশে সার্ভিস চলাকালে তিনি যাতায়াতে বিভিন্ন জায়গায় ঘুরে বেড়িয়ে ছিলেন। যেখানেই তার চোখে কোনো প্রাচীন ভবন বা কোনো শিলালিপি বা বিশেষ বৈশিষ্ট্য সম্পন্ন বস্তু কিংবা দৃশ্য চোখে পড়েছে, সেগুলো তিনি গভীরভাবে পরখ করে রেখেছেন এবং এগুলোকে কেন্দ্র করে সমাজ ও রাজনীতির চেহারা কেমন ছিল তা উদ্ধার করার চেষ্টা করেছেন। এভাবেই তার হাতে হয়ে উঠেছিলেন বিশিষ্ট ইতিহাসবিদ। <box>1032 964 1526 1112</box>
article-column-1 <box>15 126 505 1996</box>
article-paragraph: উদ্যোগের অভাবেই দেশে আশানুরূপ পাঠক বাড়েনি। ফলে অধিকাংশ তরুণ তখন সৃজনশীল কর্মকাণ্ডে পিছিয়ে পড়ছে। তরুণদের যে বিনোদনের প্রয়োজন, তাদের যে এই অবসর জগত আছে, সে খোঁজ আমরা অনেকেই রাখি না। <box>1032 1802 1526 1856</box>
article-paragraph: ১৯০৫ সালে বঙ্গভঙ্গ, এরপর ১৯২১-এ ঢাকা বিশ্ববিদ্যালয় প্রতিষ্ঠার পর গোটা পূর্ববাংলা নতুন করে জেগে ওঠে, সেই জাগরণের ঢেউ বাংলাবাজারেও লাগে। তবে ১৯৪৭-এর দেশ ভাগ বাংলাবাজারকে নতুন করে গড়ে তোলে। আগে ঢাকার ব্যবসায়ীরা কলকাতা থেকে বই এনে বিক্রি করতো। দেশভাগের পর কলকাতা থেকে এপারে এসে দোকান খোলে মল্লিক ব্রাদার্স ও ইসলামিয়া লাইব্রেরির মতো অনেক বড় বড় প্রতিষ্ঠান। <box>15 1456 505 1548</box>
date-block <box>945 27 1323 94</box>
article-paragraph: বই এবং পড়া নিয়ে পবিত্র কোরআন পাঠের প্রথম বাণী হচ্ছে, 'পড়ো' অর্থাৎ যা সত্য, তা পড়ো। মানব কল্যাণের জন্য পড়ো। জ্ঞানের দুয়ার খুলে যাবে। পাঠ করতে করতেই সত্যিকার জ্ঞানের সন্ধান পেয়ে যাবে। সঠিক আলোক প্রাপ্তির মধ্য দিয়ে অন্ধকার থেকে মুক্তি পাওয়া যায়। <box>15 265 505 338</box>
header-divider <box>15 104 1527 106</box>
article-paragraph: তাছাড়া প্রতি বছর জানুয়ারি মাসের ১ থেকে ১৫ তারিখ পর্যন্ত জাতীয় গ্রন্থকেন্দ্রের উদ্যোগে সরকারিভাবে ঢাকা আন্তর্জাতিক বইমেলা অনুষ্ঠিত হয়ে থাকে। সেই বইমেলার জন্য হয়েছিল ৯০-এর গোড়ার দিকে। পার্শ্ববর্তী দেশসমূহ ছাড়া ও বিশ্বের কয়েকটি দেশের প্রকাশনা হাউস এতে অংশগ্রহণ করে। বর্তমানে মাসব্যাপী বইমেলার প্রচুর বইয়ের সম্পাদনা করা হয়। কিন্তু প্রয়োজনীয় ব্যবস্থাপনা সম্প্রসারণ ঘটেনি। তবে ঠিক বিকাশ এবং অবস্থার অবস্থাতে ধীরে ধীরে ইতিবাচক পরিবর্তন ঘটছে। যার সুফল দেশ ও জাতি পাচ্ছে। হেন অপরাধ নেই, যা আমাদের সমাজে সংঘটিত হচ্ছে না। এসব অপরাধ, নিষ্ঠুরতা ও অমানবিকতার সব সীমাকে ছাড়িয়ে যাচ্ছে। এ সামাজিক অবক্ষয়ের জন্য অনেক কারণই দায়ী। তবে গ্রন্থবিমুখতা কম দায়ী নয়। যদি দেশব্যাপী বইপড়ার আন্দোলনকে উজ্জীবিত করা সম্ভব হতো, তাহলে হয়তো সামাজিক মালিন্য অনেকটাই হ্রাস পেতো। <box>1032 685 1526 870</box>
